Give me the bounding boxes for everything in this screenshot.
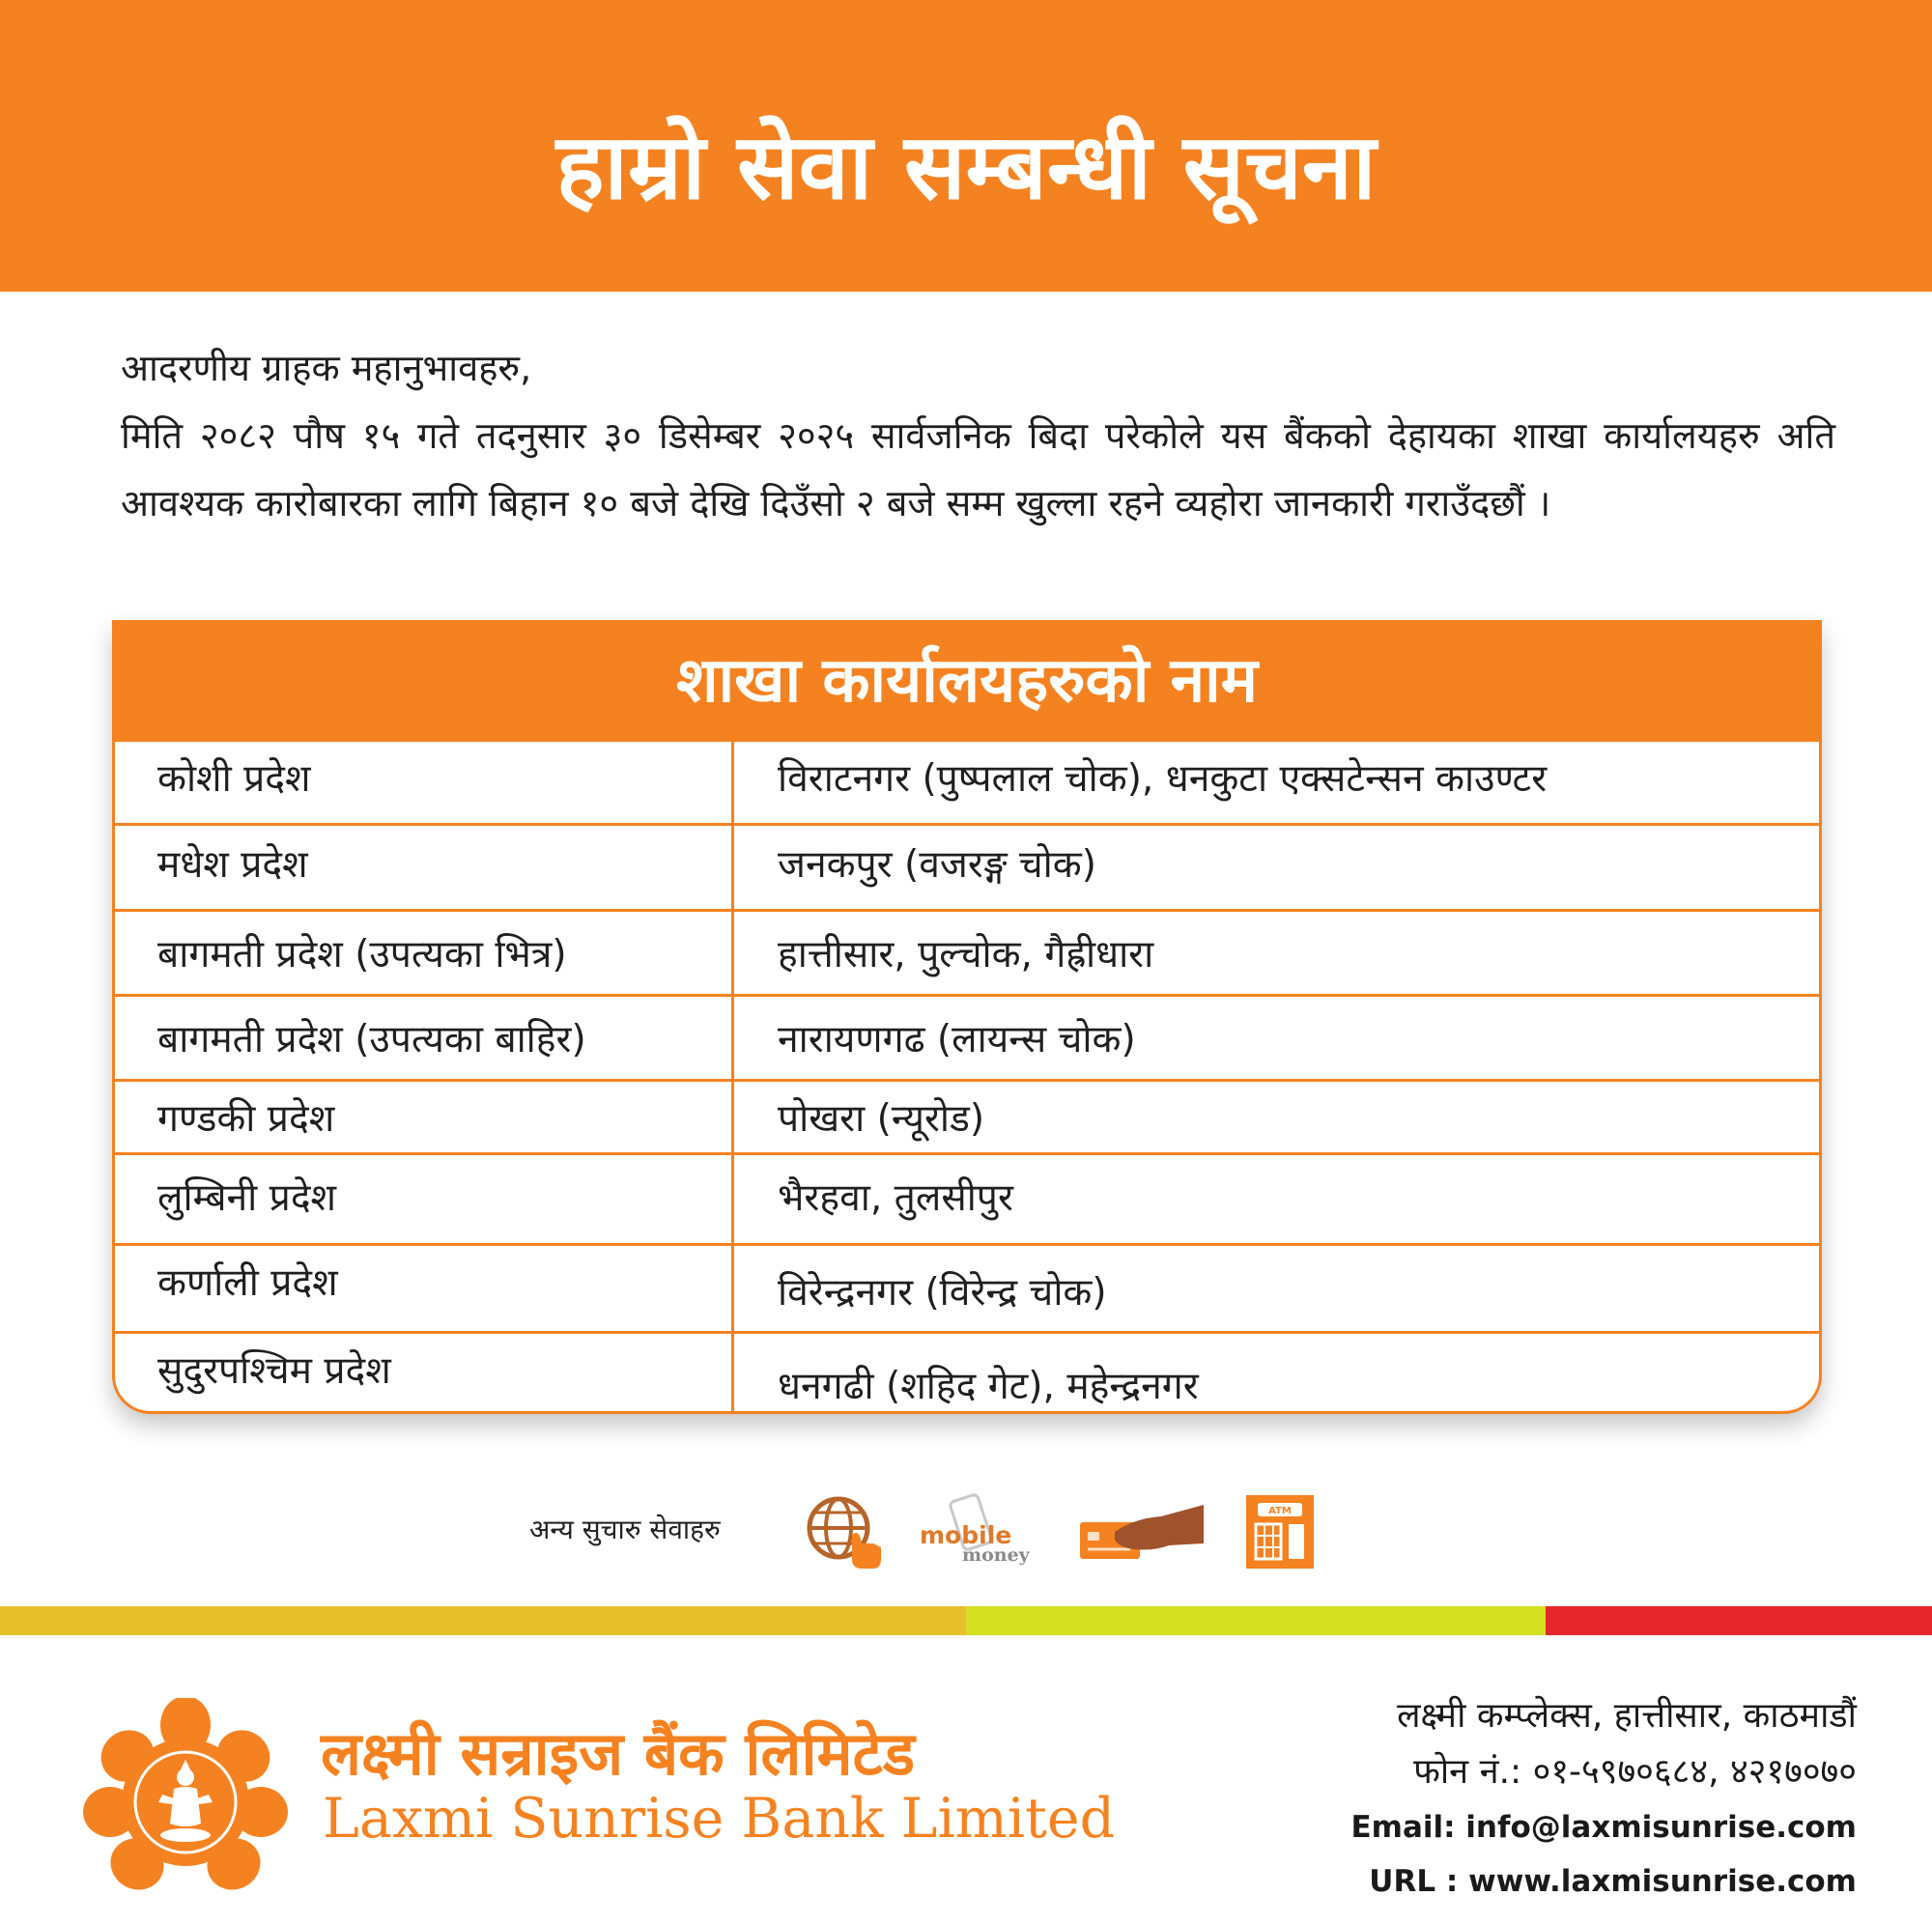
bank-logo [79, 1698, 292, 1891]
table-row [115, 1331, 1819, 1414]
branch-cell: विराटनगर (पुष्पलाल चोक), धनकुटा एक्सटेन्सन काउण्टर [778, 757, 1548, 801]
table-row [115, 1079, 1819, 1152]
table-row [115, 909, 1819, 994]
province-cell: कोशी प्रदेश [157, 757, 311, 801]
province-cell: सुदुरपश्चिम प्रदेश [157, 1349, 391, 1393]
notice-header [0, 0, 1932, 292]
brand-name-nepali: लक्ष्मी सन्राइज बैंक लिमिटेड [321, 1718, 916, 1789]
intro-salutation: आदरणीय ग्राहक महानुभावहरु, [121, 347, 532, 389]
province-cell: बागमती प्रदेश (उपत्यका भित्र) [157, 933, 567, 976]
province-cell: गण्डकी प्रदेश [157, 1097, 335, 1141]
branch-cell: धनगढी (शहिद गेट), महेन्द्रनगर [778, 1365, 1199, 1408]
province-cell: मधेश प्रदेश [157, 843, 308, 887]
province-cell: लुम्बिनी प्रदेश [157, 1176, 337, 1220]
stripe-red [1546, 1606, 1932, 1635]
branch-table [112, 620, 1822, 1414]
email-link[interactable]: Email: info@laxmisunrise.com [1350, 1810, 1857, 1845]
branch-cell: नारायणगढ (लायन्स चोक) [778, 1018, 1136, 1061]
table-row [115, 994, 1819, 1079]
card-payment-icon [1076, 1493, 1208, 1570]
table-row [115, 1243, 1819, 1331]
notice-title: हाम्रो सेवा सम्बन्धी सूचना [555, 115, 1377, 220]
branch-table-heading: शाखा कार्यालयहरुको नाम [115, 623, 1819, 739]
table-row [115, 739, 1819, 823]
branch-cell: हात्तीसार, पुल्चोक, गैह्रीधारा [778, 933, 1154, 976]
stripe-lime [966, 1606, 1546, 1635]
svg-text:mobile: mobile [920, 1521, 1012, 1549]
svg-text:ATM: ATM [1268, 1506, 1292, 1516]
atm-icon [1244, 1493, 1316, 1570]
svg-text:money: money [962, 1544, 1030, 1566]
phone-number: फोन नं.: ०१-५९७०६८४, ४२१७०७० [1413, 1752, 1857, 1792]
province-cell: कर्णाली प्रदेश [157, 1261, 338, 1305]
notice-intro [121, 334, 1835, 537]
province-cell: बागमती प्रदेश (उपत्यका बाहिर) [157, 1018, 586, 1061]
services-label: अन्य सुचारु सेवाहरु [529, 1514, 721, 1545]
branch-cell: भैरहवा, तुलसीपुर [778, 1176, 1013, 1220]
internet-banking-icon [804, 1493, 883, 1570]
brand-name-english: Laxmi Sunrise Bank Limited [323, 1787, 1116, 1851]
website-link[interactable]: URL : www.laxmisunrise.com [1369, 1864, 1857, 1899]
stripe-yellow [0, 1606, 966, 1635]
mobile-money-icon [920, 1493, 1036, 1570]
branch-cell: विरेन्द्रनगर (विरेन्द्र चोक) [778, 1271, 1107, 1315]
address: लक्ष्मी कम्प्लेक्स, हात्तीसार, काठमाडौं [1397, 1696, 1857, 1736]
contact-block [1350, 1688, 1857, 1909]
table-row [115, 823, 1819, 909]
intro-body: मिति २०८२ पौष १५ गते तदनुसार ३० डिसेम्बर २०२५ सार्वजनिक बिदा परेकोले यस बैंकको देहायका शाखा कार्यालयहरु अति आवश्यक कारोबारका लागि बिहान १० बजे देखि दिउँसो २ बजे सम्म खुल्ला रहने व्यहोरा जानकारी गराउँदछौं । [121, 414, 1835, 524]
table-row [115, 1152, 1819, 1243]
branch-cell: जनकपुर (वजरङ्ग चोक) [778, 843, 1096, 887]
branch-cell: पोखरा (न्यूरोड) [778, 1097, 985, 1141]
other-services [529, 1487, 1331, 1574]
